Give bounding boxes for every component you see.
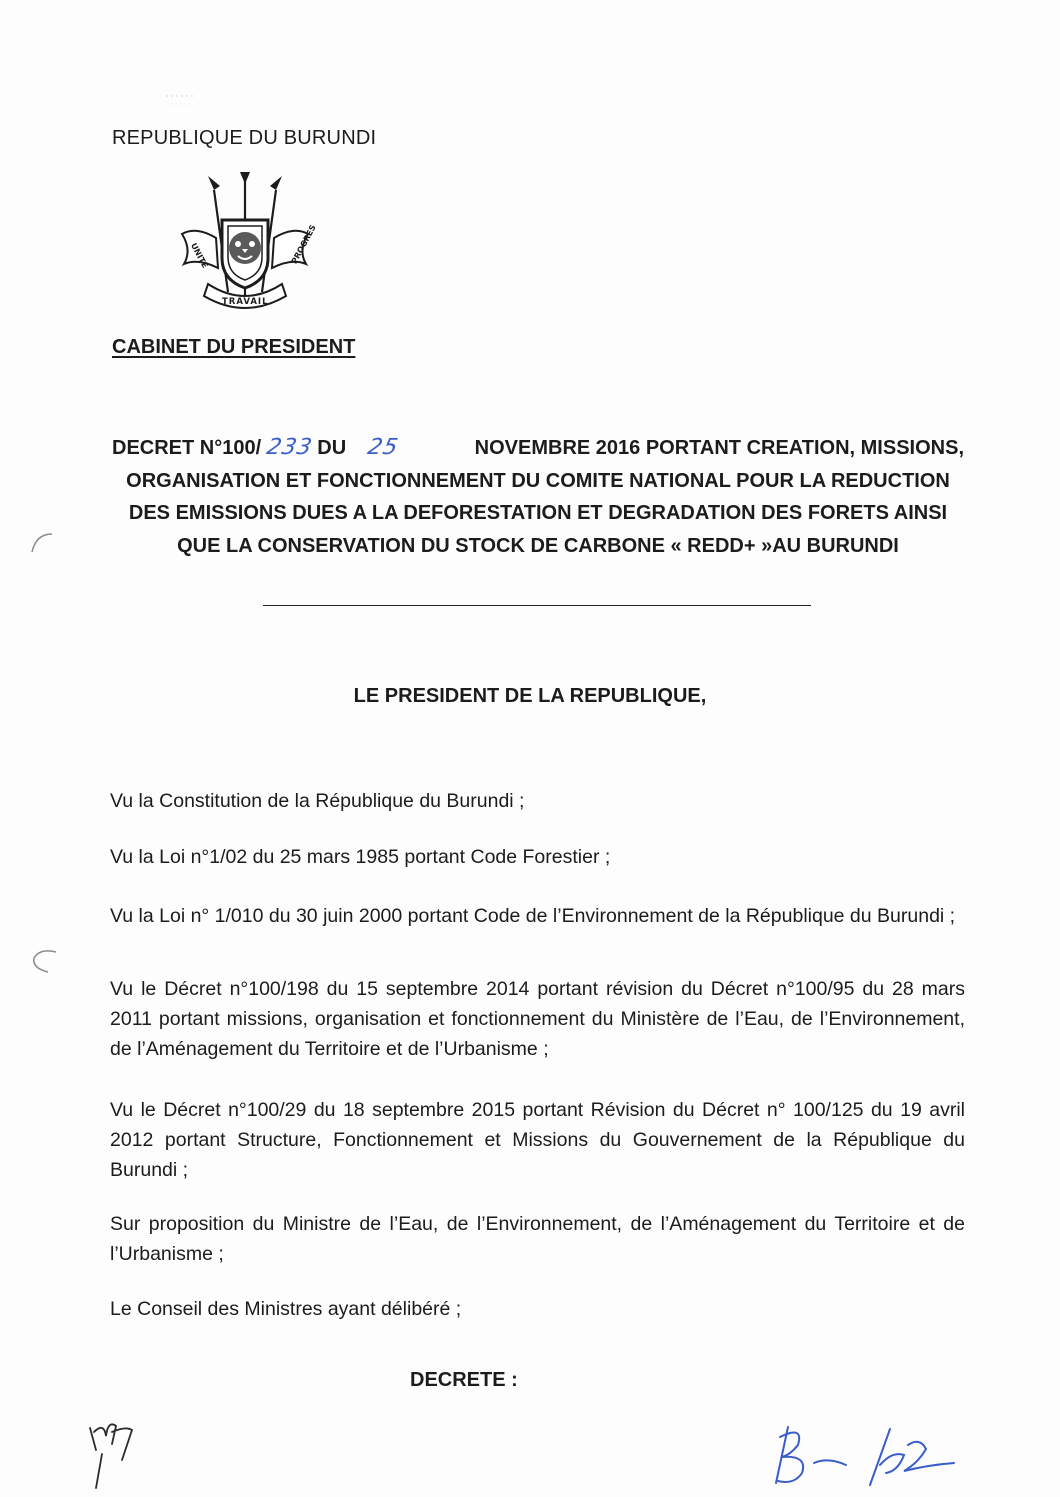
handwritten-decree-number: 233 [264,435,315,460]
handwritten-initial-left [82,1410,142,1490]
handwritten-decree-day: 25 [365,435,401,460]
consideration-paragraph: Le Conseil des Ministres ayant délibéré ; [110,1298,462,1320]
consideration-paragraph: Vu le Décret n°100/29 du 18 septembre 2015 portant Révision du Décret n° 100/125 du 19 avril 2012 portant Structure, Fonctionnement et Missions du Gouvernement de la République du Burundi ; [110,1099,965,1181]
decree-title-line-1-rest: NOVEMBRE 2016 PORTANT CREATION, MISSIONS, [474,437,964,459]
seal-motto-right: PROGRES [289,223,318,266]
decree-title [112,432,964,562]
decree-title-line-1 [112,432,964,465]
consideration-paragraph: Vu le Décret n°100/198 du 15 septembre 2014 portant révision du Décret n°100/95 du 28 mars 2011 portant missions, organisation et fonctionnement du Ministère de l’Eau, de l’Environnement, de l’Aménagement du Territoire et de l’Urbanisme ; [110,978,965,1060]
seal-motto-left: UNITE [188,241,210,270]
decree-number-group [112,432,401,465]
consideration-paragraph: Vu la Loi n° 1/010 du 30 juin 2000 portant Code de l’Environnement de la République du Burundi ; [110,905,956,927]
decree-du: DU [317,437,347,459]
consideration-paragraph: Vu la Loi n°1/02 du 25 mars 1985 portant Code Forestier ; [110,846,611,868]
seal-motto-center: TRAVAIL [222,297,269,307]
punch-hole-mark [26,946,56,976]
punch-hole-mark [26,528,56,558]
decrete-heading: DECRETE : [410,1369,518,1391]
consideration-paragraph: Sur proposition du Ministre de l’Eau, de l’Environnement, de l’Aménagement du Territoire et de l’Urbanisme ; [110,1213,965,1265]
cabinet-heading: CABINET DU PRESIDENT [112,336,356,358]
decree-prefix: DECRET N°100/ [112,437,262,459]
decree-title-line-2: ORGANISATION ET FONCTIONNEMENT DU COMITE NATIONAL POUR LA REDUCTION [126,469,950,492]
republic-heading: REPUBLIQUE DU BURUNDI [112,127,377,149]
president-heading: LE PRESIDENT DE LA REPUBLIQUE, [353,685,707,707]
coat-of-arms-seal [170,172,320,322]
scan-artifact [160,90,200,112]
title-divider [263,605,811,606]
decree-title-line-4: QUE LA CONSERVATION DU STOCK DE CARBONE « REDD+ »AU BURUNDI [177,534,899,557]
decree-title-line-3: DES EMISSIONS DUES A LA DEFORESTATION ET DEGRADATION DES FORETS AINSI [128,502,948,524]
handwritten-initial-right [758,1415,968,1490]
consideration-paragraph: Vu la Constitution de la République du Burundi ; [110,790,525,812]
